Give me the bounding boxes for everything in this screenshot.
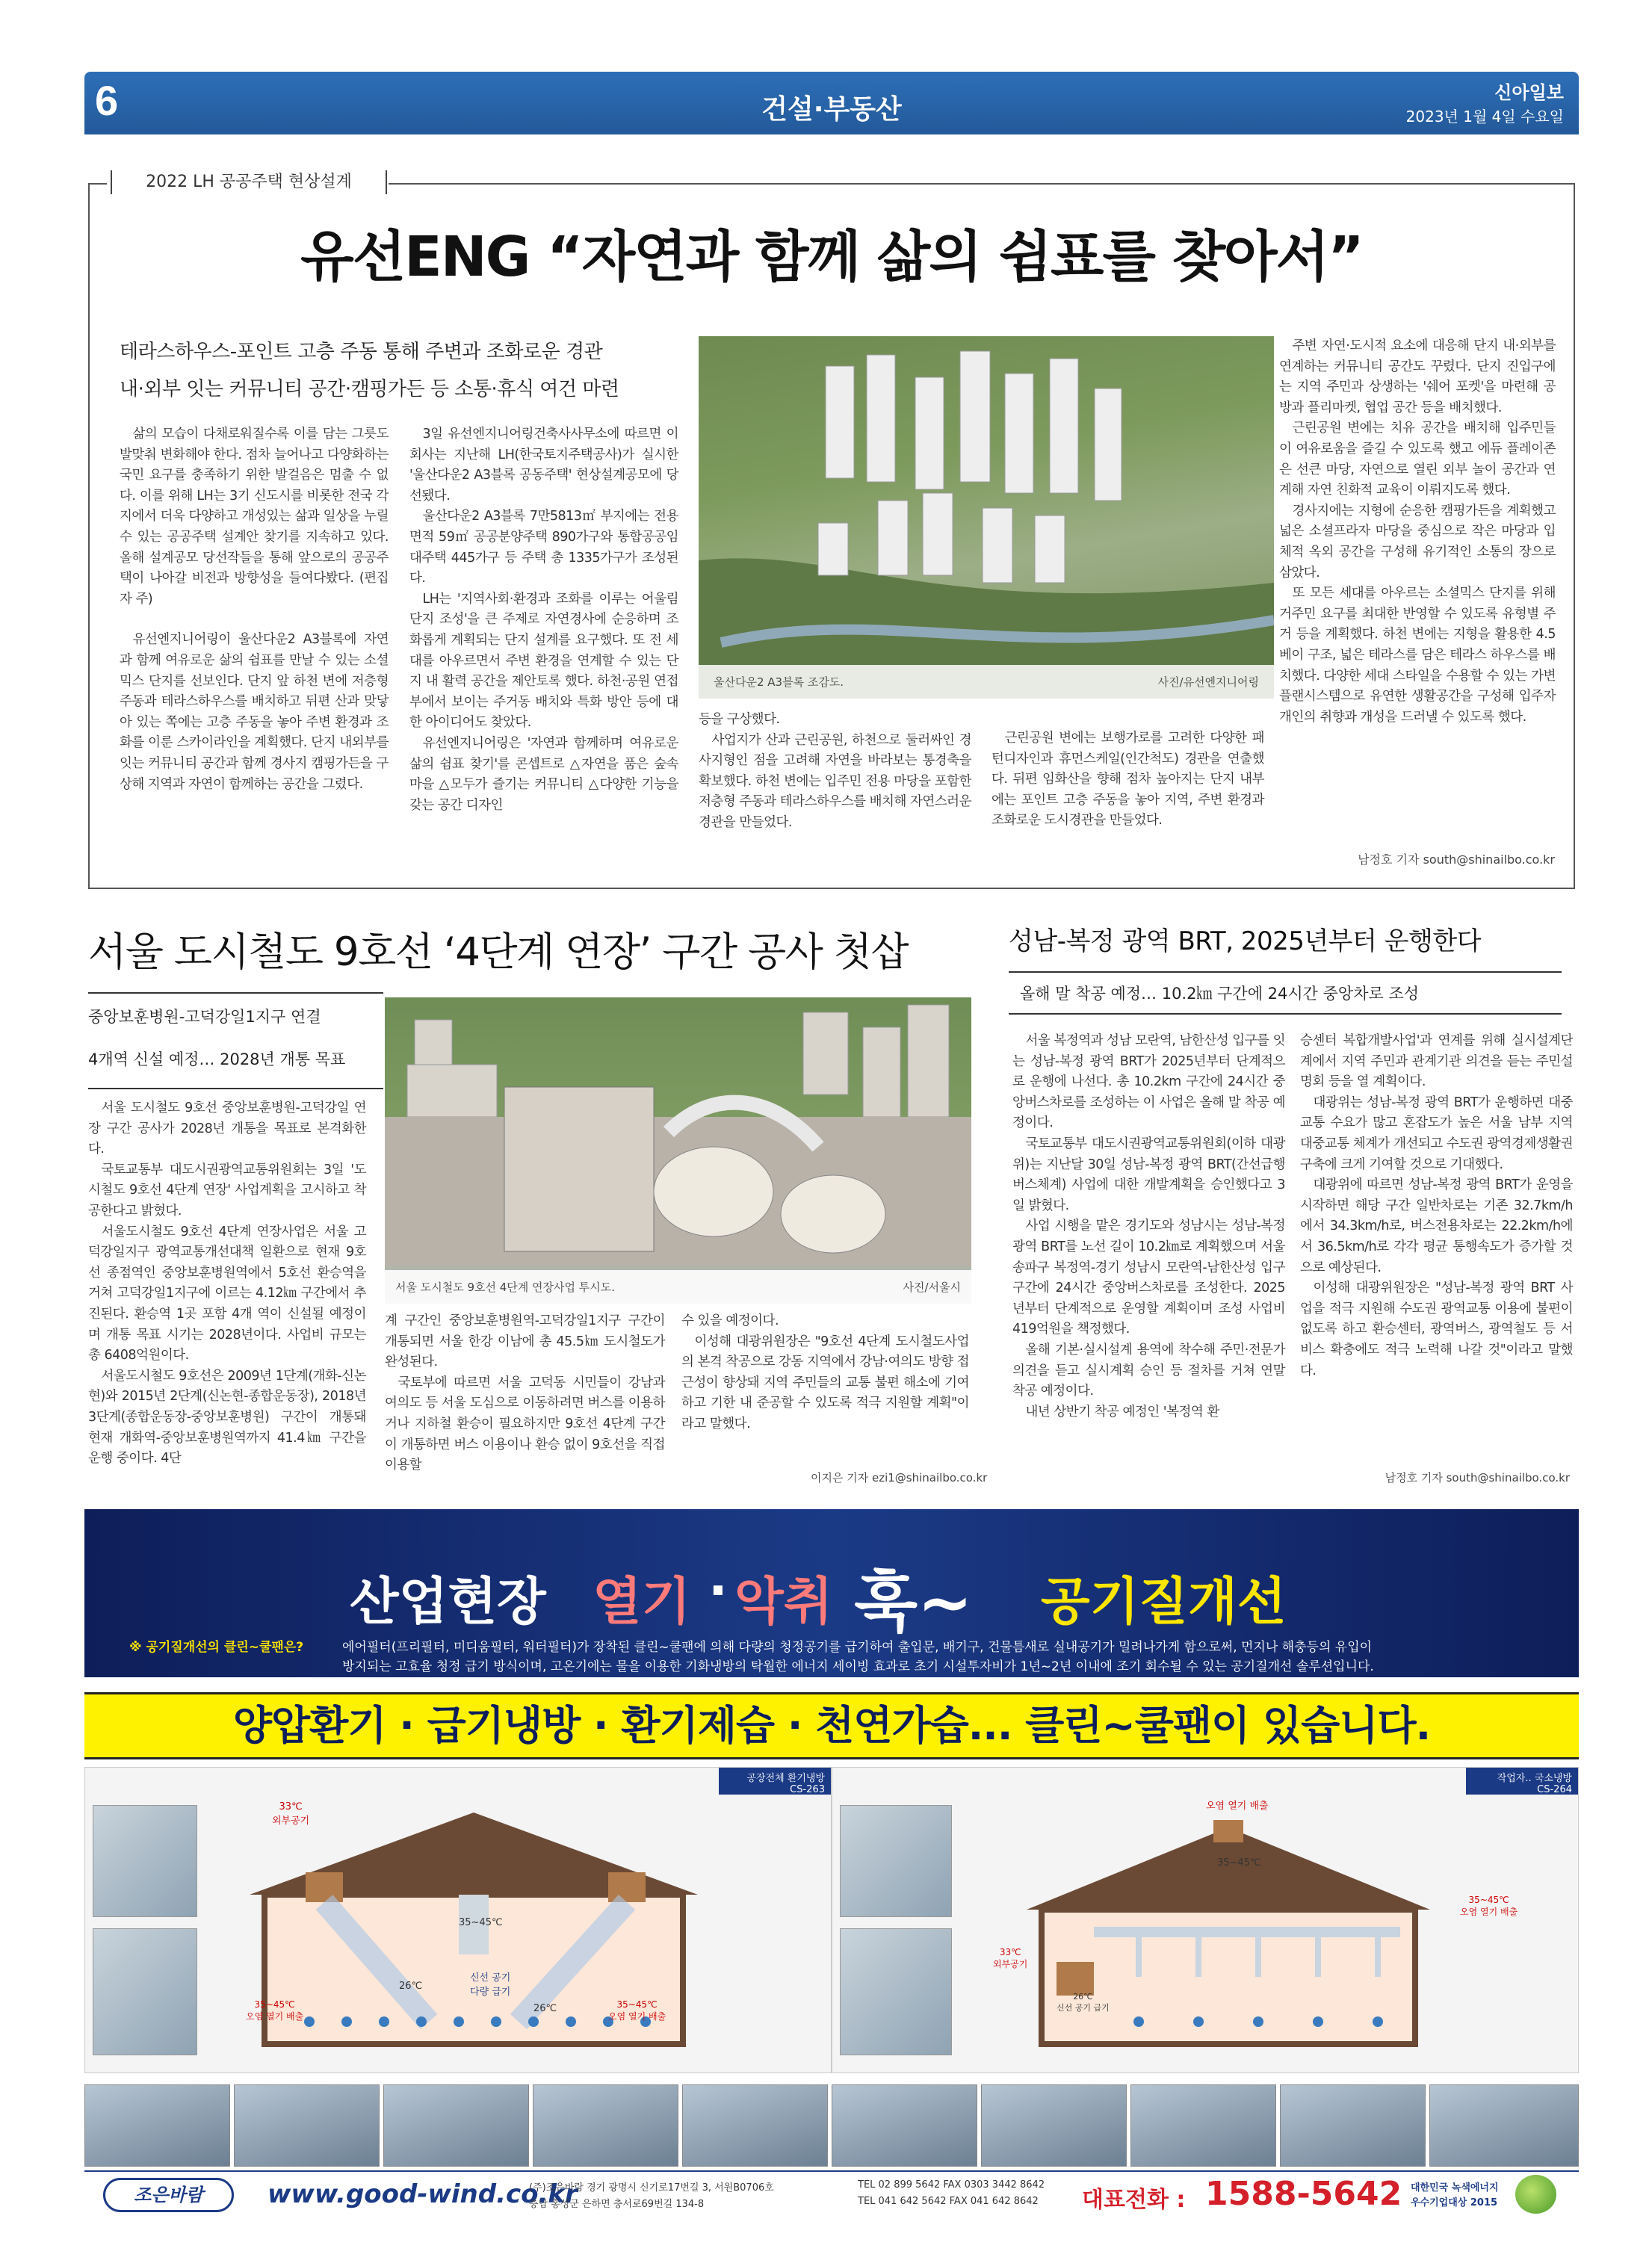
ad-diagram-local	[832, 1767, 1579, 2073]
ad-footer	[84, 2170, 1579, 2215]
d1-mid-temp: 26℃	[399, 1981, 423, 1992]
article3-subhead: 올해 말 착공 예정… 10.2㎞ 구간에 24시간 중앙차로 조성	[1020, 985, 1420, 1003]
company-url[interactable]: www.good-wind.co.kr	[267, 2179, 578, 2209]
article1-top-rule-right	[389, 183, 1575, 185]
article1-kicker	[111, 170, 387, 194]
d1-left-temp: 35~45℃	[254, 1999, 295, 2010]
paragraph: 서울도시철도 9호선 4단계 연장사업은 서울 고덕강일지구 광역교통개선대책 일환으로 현재 9호선 종점역인 중앙보훈병원역에서 5호선 환승역을 거쳐 고덕강일1지구에 이르는 4.12㎞ 구간에서 추진된다. 환승역 1곳 포함 4개 역이 신설될 예정이며 개통 목표 시기는 2028년이다. 사업비 규모는 총 6408억원이다.	[88, 1224, 366, 1363]
paragraph: 또 모든 세대를 아우르는 소셜믹스 단지를 위해 거주민 요구를 최대한 반영할 수 있도록 유형별 주거 등을 계획했다. 하천 변에는 지형을 활용한 4.5베이 구조, 넓은 테라스를 담은 테라스 하우스를 배치했다. 다양한 세대 스타일을 수용할 수 있는 가변플랜시스템으로 유연한 생활공간을 구성해 입주자 개인의 취향과 개성을 드러낼 수 있도록 했다.	[1279, 586, 1556, 725]
ad-thumb	[1130, 2084, 1276, 2167]
aerial-view-illustration	[699, 336, 1274, 699]
d1-outside-temp: 33℃	[279, 1801, 303, 1813]
paragraph: 대광위는 성남-복정 광역 BRT가 운행하면 대중교통 수요가 많고 혼잡도가 높은 서울 남부 지역 대중교통 체계가 개선되고 수도권 광역경제생활권 구축에 크게 기여할 것으로 기대했다.	[1300, 1095, 1573, 1172]
ad-thumb	[533, 2084, 678, 2167]
d2-top-label: 오염 열기 배출	[1206, 1801, 1269, 1812]
d2-cool-temp: 26℃	[1073, 1992, 1093, 2002]
local-photo-1	[840, 1805, 952, 1917]
ad-thumb	[1280, 2084, 1426, 2167]
ad-headline-2: 열기	[593, 1573, 691, 1632]
ad-headline-1: 산업현장	[350, 1573, 546, 1632]
article2-headline: 서울 도시철도 9호선 ‘4단계 연장’ 구간 공사 첫삽	[88, 929, 909, 975]
paragraph: 내년 상반기 착공 예정인 '복정역 환	[1025, 1404, 1219, 1420]
advertisement	[84, 1509, 1579, 2215]
d1-right	[608, 1999, 666, 2022]
paragraph: 계 구간인 중앙보훈병원역-고덕강일1지구 구간이 개통되면 서울 한강 이남에 총 45.5㎞ 도시철도가 완성된다.	[385, 1313, 665, 1370]
paragraph: 울산다운2 A3블록 7만5813㎡ 부지에는 전용면적 59㎡ 공공분양주택 890가구와 통합공공임대주택 445가구 등 주택 총 1335가구가 조성된다.	[409, 509, 678, 586]
d1-center	[470, 1969, 510, 1998]
company-logo-text: 조은바람	[134, 2185, 203, 2205]
article1-byline: 남정호 기자 south@shinailbo.co.kr	[1358, 852, 1555, 867]
d1-title: 공장전체 환기냉방	[746, 1773, 825, 1784]
article2-col3	[681, 1311, 969, 1435]
paragraph: 사업지가 산과 근린공원, 하천으로 둘러싸인 경사지형인 점을 고려해 자연을 바라보는 통경축을 확보했다. 하천 변에는 입주민 전용 마당을 포함한 저층형 주동과 테라스하우스를 배치해 자연스러운 경관을 만들었다.	[699, 732, 971, 830]
paragraph: 주변 자연·도시적 요소에 대응해 단지 내·외부를 연계하는 커뮤니티 공간도 꾸렸다. 단지 진입구에는 지역 주민과 상생하는 '쉐어 포켓'을 마련해 공방과 플리마켓, 협업 공간 등을 배치했다.	[1279, 338, 1556, 415]
issue-date: 2023년 1월 4일 수요일	[1405, 108, 1564, 126]
paragraph: 유선엔지니어링은 '자연과 함께하며 여유로운 삶의 쉼표 찾기'를 콘셉트로 △자연을 품은 숲속 마을 △모두가 즐기는 커뮤니티 △다양한 기능을 갖는 공간 디자인	[409, 735, 678, 813]
article1-col5	[1279, 336, 1556, 728]
ad-thumb	[981, 2084, 1127, 2167]
paragraph: 국토교통부 대도시권광역교통위원회(이하 대광위)는 지난달 30일 성남-복정 광역 BRT(간선급행버스체계) 사업에 대한 개발계획을 승인했다고 3일 밝혔다.	[1012, 1136, 1285, 1213]
local-airflow-diagram	[1012, 1813, 1445, 2059]
d2-outside	[993, 1947, 1027, 1970]
article1-top-rule-left	[88, 183, 107, 185]
ad-thumb	[832, 2084, 977, 2167]
phone-number[interactable]: 1588-5642	[1205, 2175, 1402, 2213]
article1-col4	[991, 710, 1264, 832]
ad-headline-5: 공기질개선	[1041, 1573, 1287, 1632]
article2-subhead-1: 중앙보훈병원-고덕강일1지구 연결	[88, 1008, 321, 1026]
d1-mid-temp-2: 26℃	[533, 2003, 557, 2014]
paragraph: 등을 구상했다.	[699, 712, 780, 727]
paragraph: 대광위에 따르면 성남-복정 광역 BRT가 운영을 시작하면 해당 구간 일반차로는 기존 32.7km/h에서 34.3km/h로, 버스전용차로는 22.2km/h에서 36.5km/h로 각각 평균 통행속도가 증가할 것으로 예상된다.	[1300, 1177, 1573, 1275]
section-title: 건설·부동산	[761, 94, 902, 125]
paragraph: 서울도시철도 9호선은 2009년 1단계(개화-신논현)와 2015년 2단계(신논현-종합운동장), 2018년 3단계(종합운동장-중앙보훈병원) 구간이 개통돼 현재 개화역-중앙보훈병원역까지 41.4㎞ 구간을 운행 중이다. 4단	[88, 1368, 366, 1467]
energy-leaf-icon	[1515, 2175, 1556, 2214]
d1-outside-label: 외부공기	[272, 1815, 310, 1827]
d1-outside	[272, 1801, 309, 1827]
paragraph: 서울 도시철도 9호선 중앙보훈병원-고덕강일 연장 구간 공사가 2028년 개통을 목표로 본격화한다.	[88, 1101, 366, 1157]
d2-title: 작업자.. 국소냉방	[1497, 1773, 1572, 1784]
d1-title-bar	[719, 1768, 831, 1795]
d2-top-temp: 35~45℃	[1217, 1857, 1261, 1869]
ad-banner-text: 양압환기 · 급기냉방 · 환기제습 · 천연가습... 클린~쿨팬이 있습니다.	[232, 1702, 1431, 1749]
factory-photo-1	[93, 1805, 197, 1917]
d1-center-1: 신선 공기	[470, 1972, 511, 1984]
article3-col2	[1300, 1031, 1573, 1381]
paragraph: 수 있을 예정이다.	[681, 1313, 779, 1328]
paragraph: 경사지에는 지형에 순응한 캠핑가든을 계획했고 넓은 소셜프라자 마당을 중심으로 작은 마당과 입체적 옥외 공간을 구성해 유기적인 소통의 장으로 삼았다.	[1279, 503, 1556, 581]
paragraph: 이성해 대광위원장은 "성남-복정 광역 BRT 사업을 적극 지원해 수도권 광역교통 이용에 불편이 없도록 하고 환승센터, 광역버스, 광역철도 등 서비스 확충에도 적극 노력해 나갈 것"이라고 말했다.	[1300, 1281, 1573, 1378]
address-1: (주)조은바람 경기 광명시 신기로17번길 3, 서원B0706호	[529, 2182, 774, 2194]
address-2: 충남 홍성군 은하면 충서로69번길 134-8	[529, 2199, 705, 2210]
aerial-view-photo	[699, 336, 1274, 699]
d2-title-bar	[1466, 1768, 1578, 1795]
newspaper-brand: 신아일보	[1494, 82, 1564, 103]
subway-photo-credit: 사진/서울시	[903, 1281, 961, 1294]
article1-subhead-1: 테라스하우스-포인트 고층 주동 통해 주변과 조화로운 경관	[120, 341, 603, 363]
page-number: 6	[95, 77, 119, 124]
award-2: 우수기업대상 2015	[1411, 2197, 1498, 2208]
aerial-photo-caption: 울산다운2 A3블록 조감도.	[714, 675, 844, 689]
subway-cutaway-illustration	[385, 997, 971, 1304]
d2-cool	[1057, 1992, 1110, 2013]
paragraph: LH는 '지역사회·환경과 조화를 이루는 어울림 단지 조성'을 큰 주제로 자연경사에 순응하며 조화롭게 계획되는 단지 설계를 요구했다. 또 전 세대를 아우르면서 주변 환경을 연계할 수 있는 단지 내 활력 공간을 제안토록 했다. 하천·공원 연접부에서 보이는 주거동 배치와 특화 방안 등에 대한 아이디어도 찾았다.	[409, 591, 678, 731]
ad-note-line1: 에어필터(프리필터, 미디움필터, 워터필터)가 장착된 클린~쿨팬에 의해 다량의 청정공기를 급기하여 출입문, 배기구, 건물틈새로 실내공기가 밀려나가게 함으로써, 먼지나 해충등의 유입이	[342, 1640, 1373, 1655]
article2-byline: 이지은 기자 ezi1@shinailbo.co.kr	[811, 1471, 988, 1485]
article3-byline: 남정호 기자 south@shinailbo.co.kr	[1385, 1471, 1570, 1485]
subway-rendering-photo	[385, 997, 971, 1304]
d1-center-2: 다량 급기	[470, 1987, 511, 1998]
local-photo-2	[840, 1928, 952, 2055]
article1-headline: 유선ENG “자연과 함께 삶의 쉼표를 찾아서”	[300, 225, 1363, 289]
paragraph: 서울 복정역과 성남 모란역, 남한산성 입구를 잇는 성남-복정 광역 BRT가 2025년부터 단계적으로 운행에 나선다. 총 10.2km 구간에 24시간 중앙버스차로를 조성하는 이 사업은 올해 말 착공 예정이다.	[1012, 1033, 1285, 1131]
article3-headline: 성남-복정 광역 BRT, 2025년부터 운행한다	[1009, 926, 1482, 956]
tel-1: TEL 02 899 5642 FAX 0303 3442 8642	[858, 2179, 1045, 2191]
ad-note-line2: 방지되는 고효율 청정 급기 방식이며, 고온기에는 물을 이용한 기화냉방의 탁월한 에너지 세이빙 효과로 초기 시설투자비가 1년~2년 이내에 조기 회수될 수 있는 공기질개선 솔루션입니다.	[342, 1659, 1374, 1674]
article1-col3	[699, 710, 971, 834]
article2-col2	[385, 1311, 665, 1476]
d2-cool-label: 신선 공기 급기	[1057, 2003, 1110, 2013]
d2-outside-temp: 33℃	[999, 1947, 1021, 1957]
company-logo	[103, 2178, 234, 2212]
phone-label: 대표전화 :	[1082, 2187, 1186, 2213]
paragraph: 근린공원 변에는 보행가로를 고려한 다양한 패턴디자인과 휴먼스케일(인간척도) 경관을 연출했다. 뒤편 임화산을 향해 점차 높아지는 단지 내부에는 포인트 고층 주동을 놓아 지역, 주변 환경과 조화로운 도시경관을 만들었다.	[991, 731, 1264, 829]
ad-diagram-factory	[84, 1767, 832, 2073]
paragraph: 근린공원 변에는 치유 공간을 배치해 입주민들이 여유로움을 즐길 수 있도록 했고 에듀 플레이존은 선큰 마당, 자연으로 열린 외부 놀이 공간과 연계해 자연 친화적 교육이 이뤄지도록 했다.	[1279, 421, 1556, 498]
ad-headline-3: 악취	[734, 1573, 833, 1632]
paragraph: 올해 기본·실시설계 용역에 착수해 주민·전문가 의견을 듣고 실시계획 승인 등 절차를 거쳐 연말 착공 예정이다.	[1012, 1342, 1285, 1399]
tel-2: TEL 041 642 5642 FAX 041 642 8642	[858, 2196, 1039, 2207]
ad-thumb	[383, 2084, 529, 2167]
article1-col1	[120, 424, 389, 795]
d1-top-temp: 35~45℃	[459, 1917, 503, 1928]
d2-outside-label: 외부공기	[993, 1959, 1028, 1969]
article1-subhead-2: 내·외부 잇는 커뮤니티 공간·캠핑가든 등 소통·휴식 여건 마련	[120, 378, 619, 400]
d2-right-label: 오염 열기 배출	[1460, 1907, 1518, 1917]
paragraph: 승센터 복합개발사업'과 연계를 위해 실시설계단계에서 지역 주민과 관계기관 의견을 듣는 주민설명회 등을 열 계획이다.	[1300, 1033, 1573, 1090]
ad-yellow-banner	[84, 1692, 1579, 1759]
article2-col1	[88, 1098, 366, 1470]
factory-airflow-diagram	[235, 1798, 713, 2067]
article2-subhead-2: 4개역 신설 예정… 2028년 개통 목표	[88, 1050, 346, 1068]
ad-thumb	[682, 2084, 828, 2167]
paragraph: 국토교통부 대도시권광역교통위원회는 3일 '도시철도 9호선 4단계 연장' 사업계획을 고시하고 착공한다고 밝혔다.	[88, 1162, 366, 1219]
d1-left-label: 오염 열기 배출	[246, 2011, 304, 2022]
aerial-photo-credit: 사진/유선엔지니어링	[1157, 675, 1259, 689]
ad-thumb	[1429, 2084, 1579, 2167]
paragraph: 이성해 대광위원장은 "9호선 4단계 도시철도사업의 본격 착공으로 강동 지역에서 강남·여의도 방향 접근성이 향상돼 지역 주민들의 교통 불편 해소에 기여하고 기한 내 준공할 수 있도록 적극 지원할 계획"이라고 말했다.	[681, 1334, 970, 1431]
subway-photo-caption: 서울 도시철도 9호선 4단계 연장사업 투시도.	[395, 1281, 616, 1294]
article1-col2	[409, 424, 678, 816]
paragraph: 유선엔지니어링이 울산다운2 A3블록에 자연과 함께 여유로운 삶의 쉼표를 만날 수 있는 소셜믹스 단지를 선보인다. 단지 앞 하천 변에 저층형 주동과 테라스하우스를 배치하고 뒤편 산과 맞닿아 있는 쪽에는 고층 주동을 놓아 주변 환경과 조화를 이룬 스카이라인을 계획했다. 단지 내외부를 잇는 커뮤니티 공간과 함께 경사지 캠핑가든을 구상해 지역과 자연이 함께하는 공간을 그렸다.	[120, 632, 389, 792]
paragraph: 3일 유선엔지니어링건축사사무소에 따르면 이 회사는 지난해 LH(한국토지주택공사)가 실시한 '울산다운2 A3블록 공동주택' 현상설계공모에 당선됐다.	[409, 427, 678, 504]
kicker-text: 2022 LH 공공주택 현상설계	[146, 173, 352, 191]
d2-right	[1460, 1895, 1518, 1918]
factory-photo-2	[93, 1928, 197, 2055]
d1-right-temp: 35~45℃	[616, 1999, 658, 2010]
paragraph: 사업 시행을 맡은 경기도와 성남시는 성남-복정 광역 BRT를 노선 길이 10.2㎞로 계획했으며 서울 송파구 복정역-경기 성남시 모란역-남한산성 입구 구간에 24시간 중앙버스차로를 조성한다. 2025년부터 단계적으로 운영할 계획이며 조성 사업비 419억원을 책정했다.	[1012, 1219, 1285, 1337]
ad-headline-dot: ·	[708, 1561, 728, 1620]
award-1: 대한민국 녹색에너지	[1411, 2182, 1499, 2194]
article3-col1	[1012, 1031, 1285, 1423]
d1-left	[246, 1999, 303, 2022]
ad-headline-4: 훅~	[854, 1564, 973, 1641]
ad-note-label: ※ 공기질개선의 클린~쿨팬은?	[129, 1640, 304, 1655]
d1-right-label: 오염 열기 배출	[608, 2011, 666, 2022]
page-header	[84, 72, 1579, 134]
ad-thumb	[234, 2084, 380, 2167]
ad-thumb	[84, 2084, 230, 2167]
paragraph: 국토부에 따르면 서울 고덕동 시민들이 강남과 여의도 등 서울 도심으로 이동하려면 버스를 이용하거나 지하철 환승이 필요하지만 9호선 4단계 구간이 개통하면 버스 이용이나 환승 없이 9호선을 직접 이용할	[385, 1375, 665, 1473]
d1-code: CS-263	[790, 1784, 825, 1795]
d2-code: CS-264	[1537, 1784, 1572, 1795]
paragraph: 삶의 모습이 다채로워질수록 이를 담는 그릇도 발맞춰 변화해야 한다. 점차 늘어나고 다양화하는 국민 요구를 충족하기 위한 발걸음은 멈출 수 없다. 이를 위해 LH는 3기 신도시를 비롯한 전국 각지에서 더욱 다양하고 개성있는 삶과 일상을 누릴 수 있는 공공주택 설계안 찾기를 지속하고 있다. 올해 설계공모 당선작들을 통해 앞으로의 공공주택이 나아갈 비전과 방향성을 들여다봤다. (편집자 주)	[120, 427, 389, 607]
d2-right-temp: 35~45℃	[1468, 1895, 1509, 1905]
